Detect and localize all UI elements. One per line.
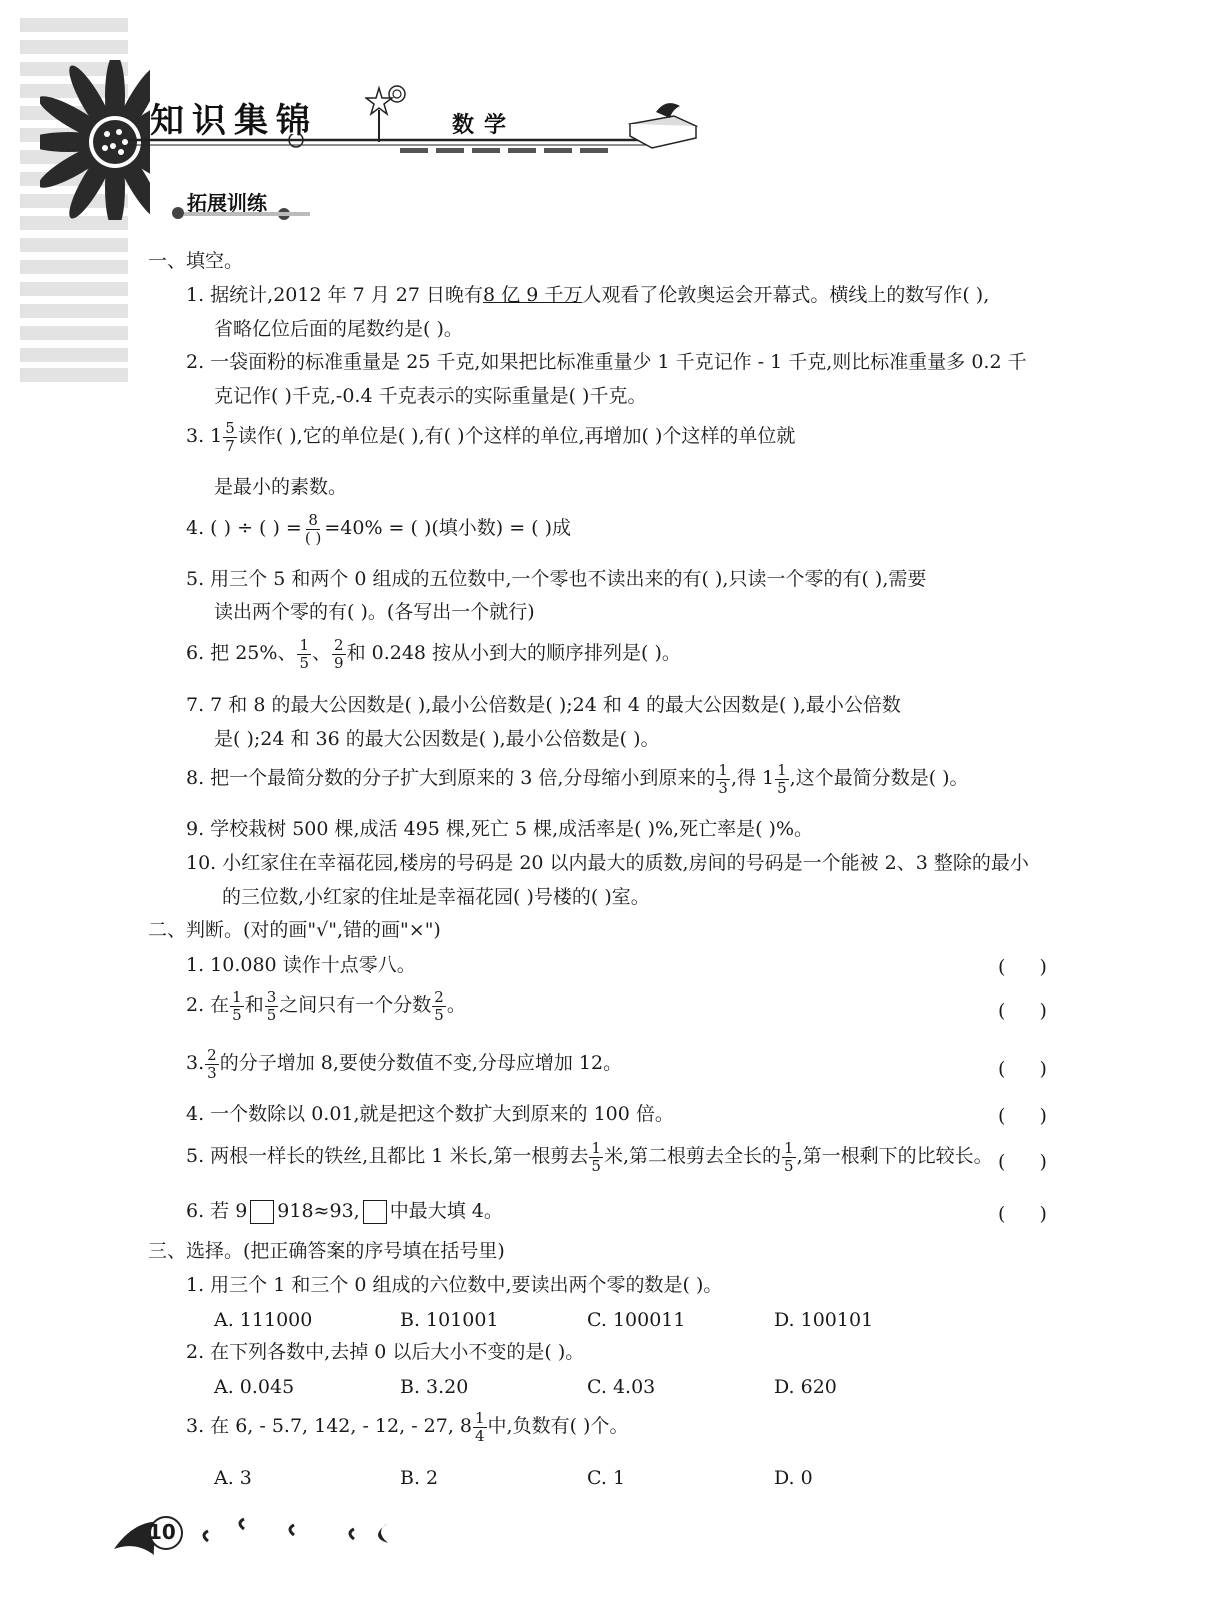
s1-q6: 6. 把 25%、 $\frac{1}{5}$ 、 $\frac{2}{9}$ 和 0.248 按从小到大的顺序排列是( )。	[186, 636, 681, 672]
header-title: 知识集锦	[150, 101, 318, 141]
answer-paren: ( )	[998, 1058, 1061, 1080]
section-label: 拓展训练	[187, 191, 267, 215]
s3-q3-option-a: A. 3	[214, 1467, 252, 1489]
s3-q1: 1. 用三个 1 和三个 0 组成的六位数中,要读出两个零的数是( )。	[186, 1274, 723, 1296]
answer-paren: ( )	[998, 1000, 1061, 1022]
s3-q3-option-c: C. 1	[587, 1467, 626, 1489]
fraction: $\frac{1}{5}$	[591, 1139, 601, 1175]
fraction: $\frac{8}{( )}$	[304, 511, 322, 547]
answer-paren: ( )	[998, 1203, 1061, 1225]
section-label-decoration	[160, 202, 320, 226]
fraction: $\frac{3}{5}$	[266, 988, 277, 1024]
s2-q3: 3. $\frac{2}{3}$ 的分子增加 8,要使分数值不变,分母应增加 12。	[186, 1046, 623, 1082]
blank-box	[250, 1200, 274, 1224]
s1-q1-line2: 省略亿位后面的尾数约是( )。	[214, 318, 463, 340]
s1-q2-line1: 2. 一袋面粉的标准重量是 25 千克,如果把比标准重量少 1 千克记作 - 1 千克,则比标准重量多 0.2 千	[186, 351, 1027, 373]
s3-q1-option-d: D. 100101	[774, 1309, 874, 1331]
s1-q3-line1: 3. 1 $\frac{5}{7}$ 读作( ),它的单位是( ),有( )个这样的单位,再增加( )个这样的单位就	[186, 419, 796, 455]
s3-q1-option-c: C. 100011	[587, 1309, 686, 1331]
s1-q1-line1: 1. 据统计,2012 年 7 月 27 日晚有8 亿 9 千万人观看了伦敦奥运会开幕式。横线上的数写作( ),	[186, 284, 990, 306]
s3-q2-option-b: B. 3.20	[400, 1376, 469, 1398]
fraction: $\frac{2}{5}$	[434, 988, 444, 1024]
s2-q6: 6. 若 9 918≈93, 中最大填 4。	[186, 1200, 503, 1222]
header-subject: 数学	[452, 113, 517, 138]
fraction: $\frac{1}{5}$	[299, 636, 309, 672]
blank-box	[363, 1200, 387, 1224]
s3-q3-option-b: B. 2	[400, 1467, 439, 1489]
s1-q7-line2: 是( );24 和 36 的最大公因数是( ),最小公倍数是( )。	[214, 728, 660, 750]
s3-q3: 3. 在 6, - 5.7, 142, - 12, - 27, 8 $\frac{1}{4}$ 中,负数有( )个。	[186, 1409, 629, 1445]
s2-q1: 1. 10.080 读作十点零八。	[186, 954, 416, 976]
section2-heading: 二、判断。(对的画"√",错的画"×")	[148, 919, 441, 941]
section1-heading: 一、填空。	[148, 250, 244, 272]
s3-q3-option-d: D. 0	[774, 1467, 813, 1489]
s2-q5: 5. 两根一样长的铁丝,且都比 1 米长,第一根剪去 $\frac{1}{5}$ 米,第二根剪去全长的 $\frac{1}{5}$ ,第一根剩下的比较长。	[186, 1139, 993, 1175]
fraction: $\frac{2}{3}$	[207, 1046, 217, 1082]
fraction: $\frac{1}{5}$	[232, 988, 242, 1024]
s2-q4: 4. 一个数除以 0.01,就是把这个数扩大到原来的 100 倍。	[186, 1103, 674, 1125]
answer-paren: ( )	[998, 956, 1061, 978]
s3-q1-option-b: B. 101001	[400, 1309, 499, 1331]
s1-q2-line2: 克记作( )千克,-0.4 千克表示的实际重量是( )千克。	[214, 385, 647, 407]
s1-q10-line2: 的三位数,小红家的住址是幸福花园( )号楼的( )室。	[222, 886, 650, 908]
fraction: $\frac{1}{5}$	[777, 761, 787, 797]
s3-q2-option-d: D. 620	[774, 1376, 837, 1398]
s1-q10-line1: 10. 小红家住在幸福花园,楼房的号码是 20 以内最大的质数,房间的号码是一个能被 2、3 整除的最小	[186, 852, 1029, 874]
fraction: $\frac{1}{3}$	[718, 761, 728, 797]
fraction: $\frac{1}{5}$	[784, 1139, 794, 1175]
s2-q2: 2. 在 $\frac{1}{5}$ 和 $\frac{3}{5}$ 之间只有一个分数 $\frac{2}{5}$ 。	[186, 988, 466, 1024]
s3-q2: 2. 在下列各数中,去掉 0 以后大小不变的是( )。	[186, 1341, 585, 1363]
s1-q9: 9. 学校栽树 500 棵,成活 495 棵,死亡 5 棵,成活率是( )%,死亡率是( )%。	[186, 818, 814, 840]
s3-q1-option-a: A. 111000	[214, 1309, 313, 1331]
s1-q5-line1: 5. 用三个 5 和两个 0 组成的五位数中,一个零也不读出来的有( ),只读一个零的有( ),需要	[186, 568, 927, 590]
s1-q8: 8. 把一个最简分数的分子扩大到原来的 3 倍,分母缩小到原来的 $\frac{1}{3}$ ,得 1 $\frac{1}{5}$ ,这个最简分数是( )。	[186, 761, 969, 797]
s1-q7-line1: 7. 7 和 8 的最大公因数是( ),最小公倍数是( );24 和 4 的最大公因数是( ),最小公倍数	[186, 694, 901, 716]
s1-q5-line2: 读出两个零的有( )。(各写出一个就行)	[214, 601, 535, 623]
page-number: 10	[148, 1520, 176, 1544]
s3-q2-option-c: C. 4.03	[587, 1376, 656, 1398]
s1-q4: 4. ( ) ÷ ( ) = $\frac{8}{( )}$ =40% = ( )(填小数) = ( )成	[186, 511, 572, 547]
book-icon	[626, 96, 700, 156]
answer-paren: ( )	[998, 1151, 1061, 1173]
section3-heading: 三、选择。(把正确答案的序号填在括号里)	[148, 1240, 505, 1262]
fraction: $\frac{2}{9}$	[334, 636, 344, 672]
answer-paren: ( )	[998, 1105, 1061, 1127]
header-rule	[128, 134, 708, 160]
s1-q3-line2: 是最小的素数。	[214, 476, 348, 498]
fraction: $\frac{5}{7}$	[225, 419, 235, 455]
fraction: $\frac{1}{4}$	[475, 1409, 485, 1445]
s3-q2-option-a: A. 0.045	[214, 1376, 295, 1398]
